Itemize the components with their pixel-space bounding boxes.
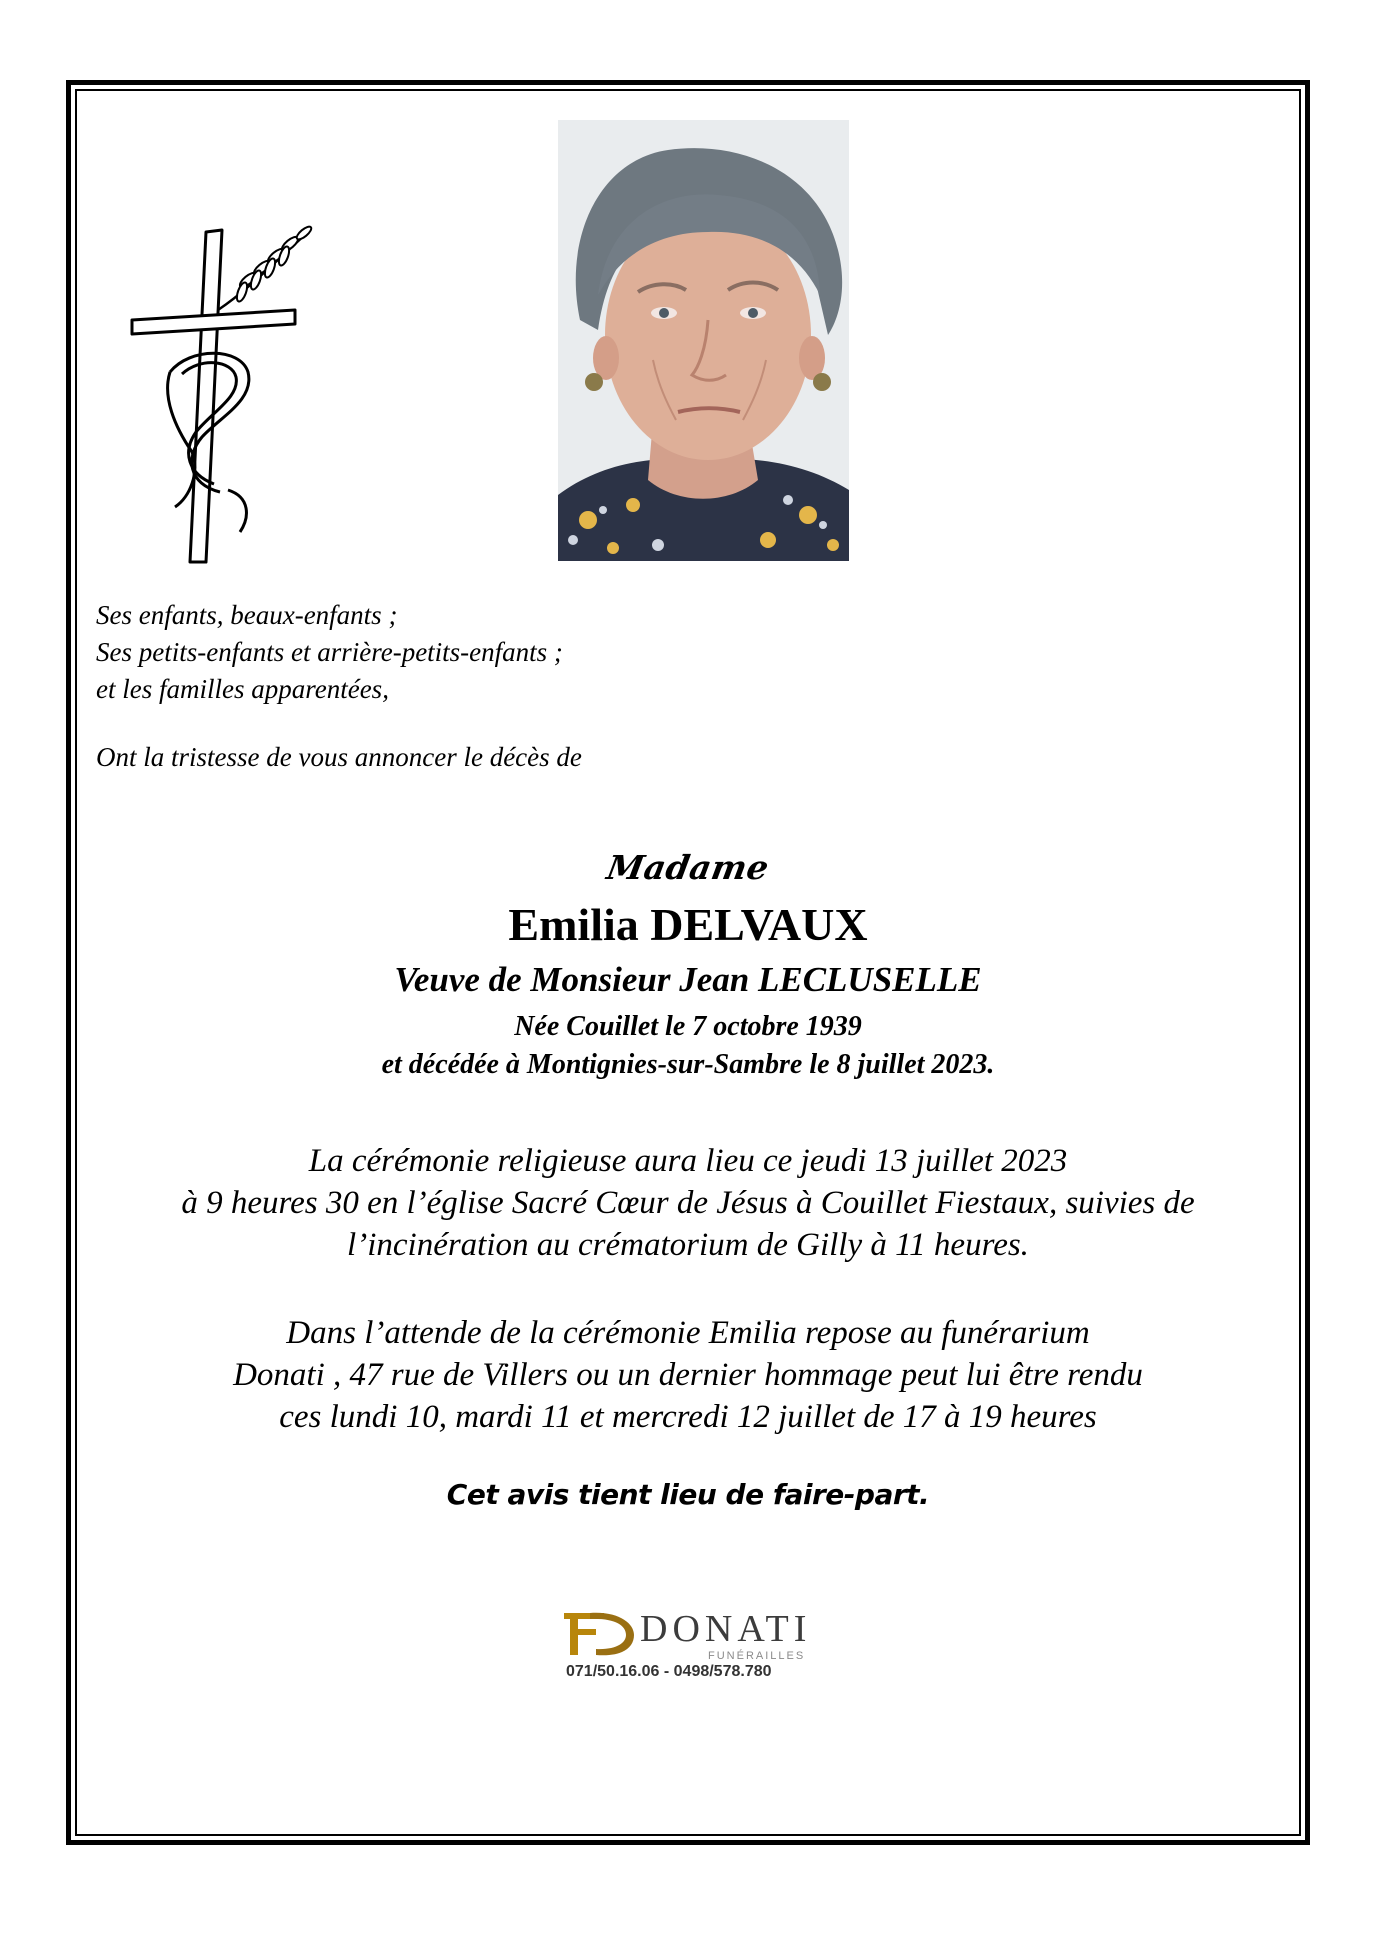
ceremony-line: l’incinération au crématorium de Gilly à 11 heures. [347, 1227, 1029, 1263]
ceremony-paragraph [75, 1140, 1301, 1266]
funeral-home-logo [560, 1605, 820, 1685]
ceremony-line: à 9 heures 30 en l’église Sacré Cœur de Jésus à Couillet Fiestaux, suivies de [181, 1185, 1195, 1221]
birth-info: Née Couillet le 7 octobre 1939 [514, 1011, 862, 1042]
family-line: et les familles apparentées, [96, 674, 389, 704]
ceremony-line: La cérémonie religieuse aura lieu ce jeudi 13 juillet 2023 [308, 1143, 1068, 1179]
deceased-name: Emilia DELVAUX [508, 899, 868, 950]
brand-name: DONATI [640, 1608, 812, 1650]
phone-numbers: 071/50.16.06 - 0498/578.780 [566, 1663, 772, 1680]
family-line: Ses enfants, beaux-enfants ; [96, 600, 398, 630]
portrait-photo [558, 120, 849, 561]
death-info: et décédée à Montignies-sur-Sambre le 8 juillet 2023. [381, 1049, 995, 1080]
family-line: Ses petits-enfants et arrière-petits-enfants ; [96, 637, 563, 667]
donati-logo-icon [560, 1605, 638, 1661]
notice-text: Cet avis tient lieu de faire-part. [446, 1478, 930, 1511]
widow-of: Veuve de Monsieur Jean LECLUSELLE [394, 960, 982, 999]
visitation-line: Dans l’attende de la cérémonie Emilia repose au funérarium [286, 1315, 1090, 1351]
visitation-line: ces lundi 10, mardi 11 et mercredi 12 juillet de 17 à 19 heures [279, 1399, 1097, 1435]
visitation-line: Donati , 47 rue de Villers ou un dernier hommage peut lui être rendu [233, 1357, 1143, 1393]
cross-with-wheat-icon [130, 222, 340, 567]
announcement-text: Ont la tristesse de vous annoncer le décès de [96, 742, 582, 772]
brand-subtitle: FUNÉRAILLES [708, 1650, 806, 1662]
visitation-paragraph [75, 1312, 1301, 1438]
family-list [96, 597, 563, 708]
deceased-title: Madame [603, 848, 773, 887]
